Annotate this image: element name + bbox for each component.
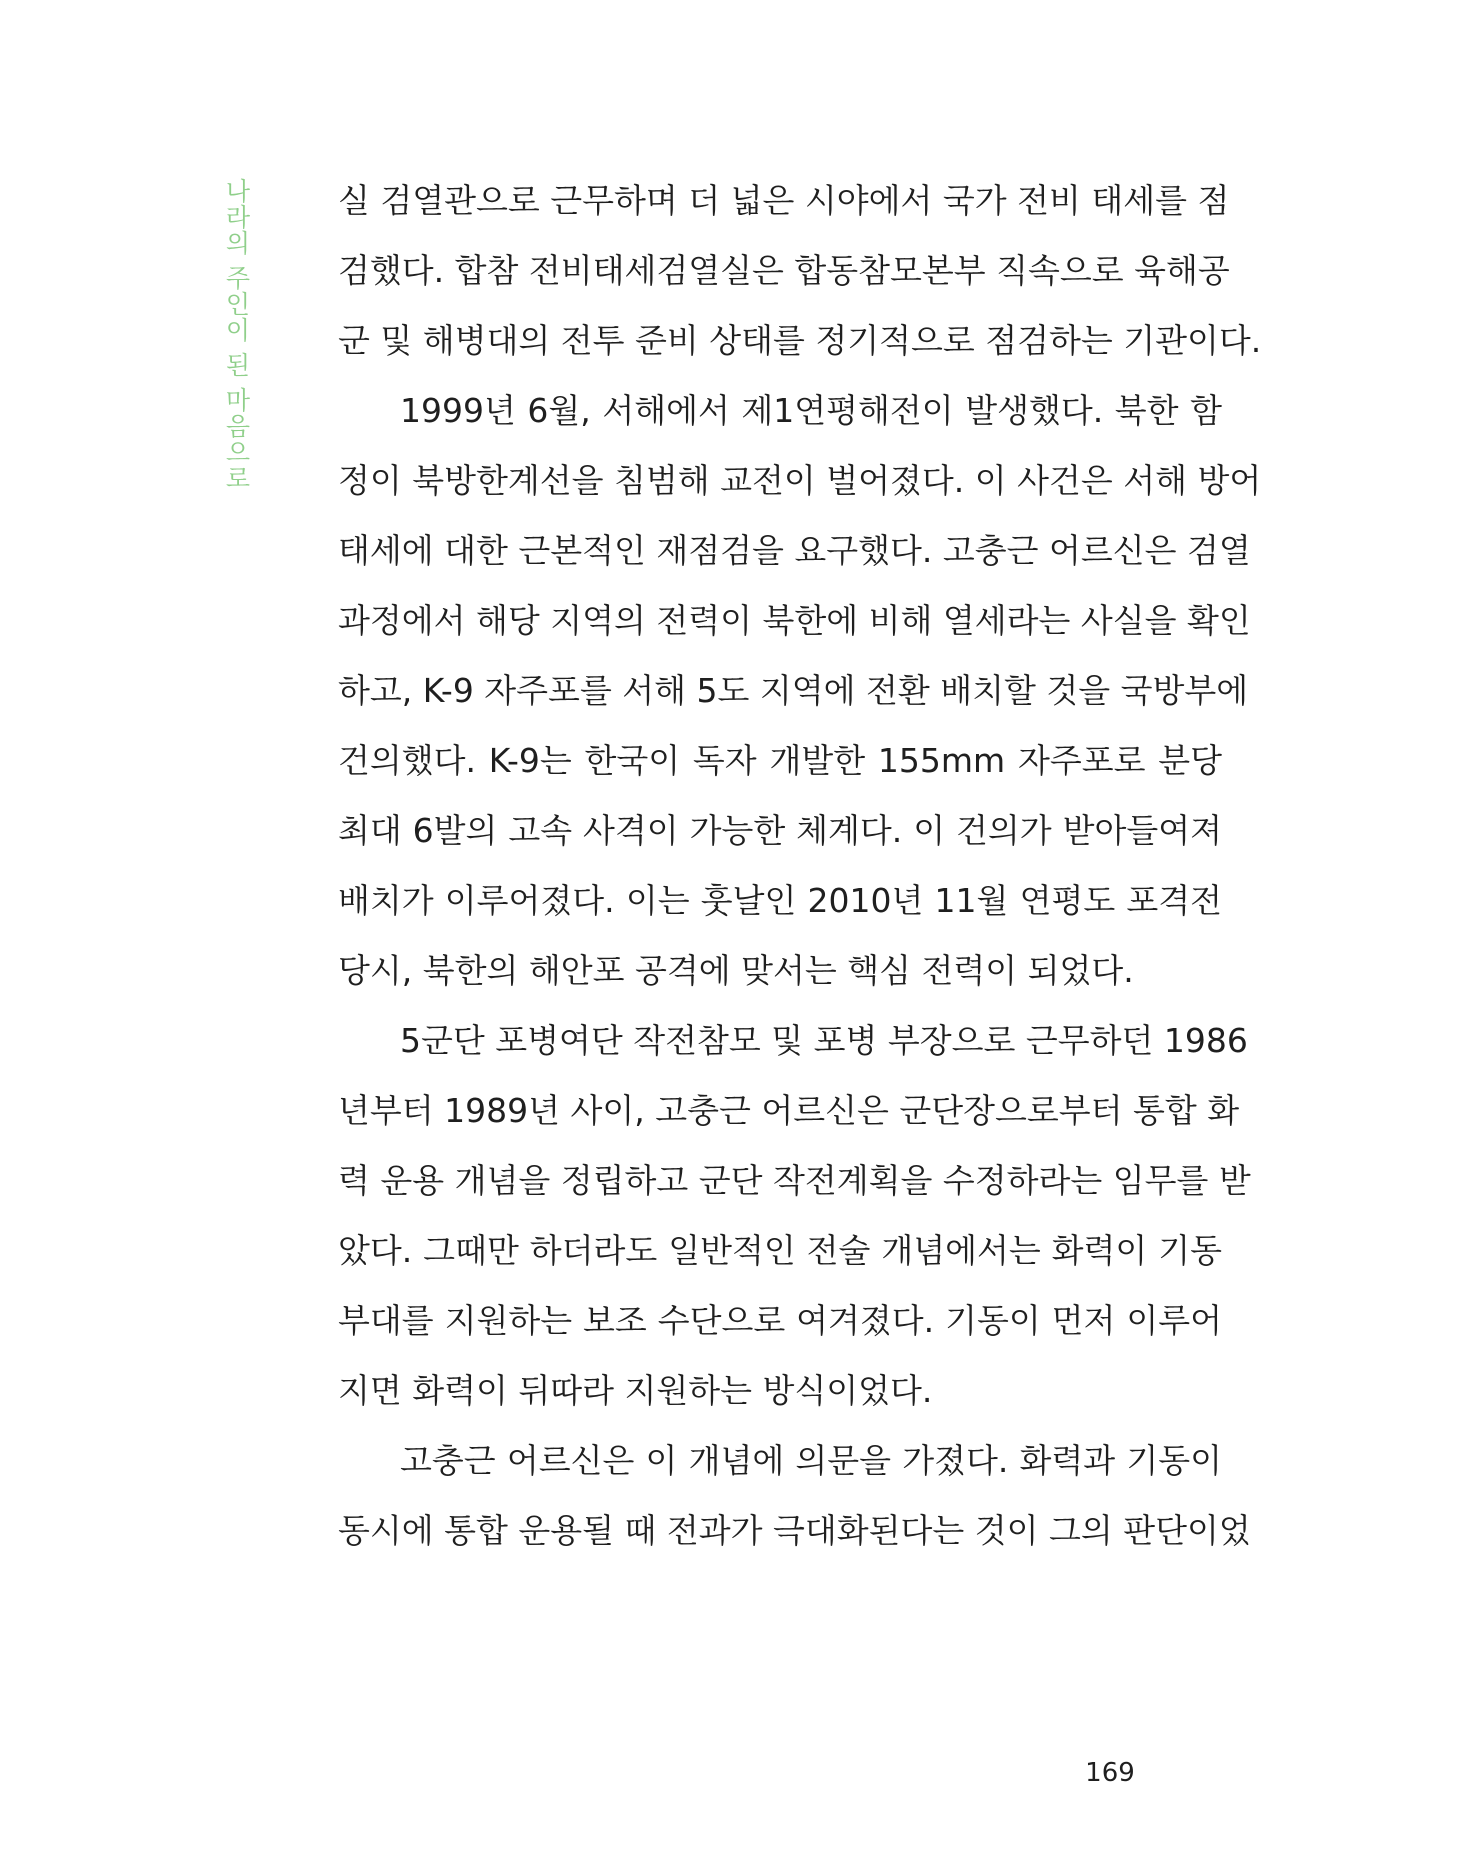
text-line: 년부터 1989년 사이, 고충근 어르신은 군단장으로부터 통합 화: [338, 1091, 1240, 1130]
text-line: 부대를 지원하는 보조 수단으로 여겨졌다. 기동이 먼저 이루어: [338, 1301, 1222, 1340]
text-line: 하고, K-9 자주포를 서해 5도 지역에 전환 배치할 것을 국방부에: [338, 671, 1249, 710]
text-line: 배치가 이루어졌다. 이는 훗날인 2010년 11월 연평도 포격전: [338, 881, 1222, 920]
text-line: 5군단 포병여단 작전참모 및 포병 부장으로 근무하던 1986: [400, 1021, 1248, 1060]
text-line: 고충근 어르신은 이 개념에 의문을 가졌다. 화력과 기동이: [400, 1441, 1222, 1480]
text-line: 당시, 북한의 해안포 공격에 맞서는 핵심 전력이 되었다.: [338, 951, 1134, 990]
text-line: 1999년 6월, 서해에서 제1연평해전이 발생했다. 북한 함: [400, 391, 1222, 430]
text-line: 태세에 대한 근본적인 재점검을 요구했다. 고충근 어르신은 검열: [338, 531, 1251, 570]
text-line: 군 및 해병대의 전투 준비 상태를 정기적으로 점검하는 기관이다.: [338, 321, 1262, 360]
text-line: 력 운용 개념을 정립하고 군단 작전계획을 수정하라는 임무를 받: [338, 1161, 1251, 1200]
text-line: 정이 북방한계선을 침범해 교전이 벌어졌다. 이 사건은 서해 방어: [338, 461, 1262, 500]
text-line: 과정에서 해당 지역의 전력이 북한에 비해 열세라는 사실을 확인: [338, 601, 1251, 640]
text-line: 았다. 그때만 하더라도 일반적인 전술 개념에서는 화력이 기동: [338, 1231, 1222, 1270]
text-line: 최대 6발의 고속 사격이 가능한 체계다. 이 건의가 받아들여져: [338, 811, 1222, 850]
text-line: 동시에 통합 운용될 때 전과가 극대화된다는 것이 그의 판단이었: [338, 1511, 1251, 1550]
page-number: 169: [1085, 1758, 1135, 1788]
text-line: 검했다. 합참 전비태세검열실은 합동참모본부 직속으로 육해공: [338, 251, 1230, 290]
body-text: [338, 166, 1262, 1566]
text-line: 실 검열관으로 근무하며 더 넓은 시야에서 국가 전비 태세를 점: [338, 181, 1230, 220]
running-head: 나라의 주인이 된 마음으로: [222, 178, 251, 491]
text-line: 지면 화력이 뒤따라 지원하는 방식이었다.: [338, 1371, 933, 1410]
text-line: 건의했다. K-9는 한국이 독자 개발한 155mm 자주포로 분당: [338, 741, 1222, 780]
